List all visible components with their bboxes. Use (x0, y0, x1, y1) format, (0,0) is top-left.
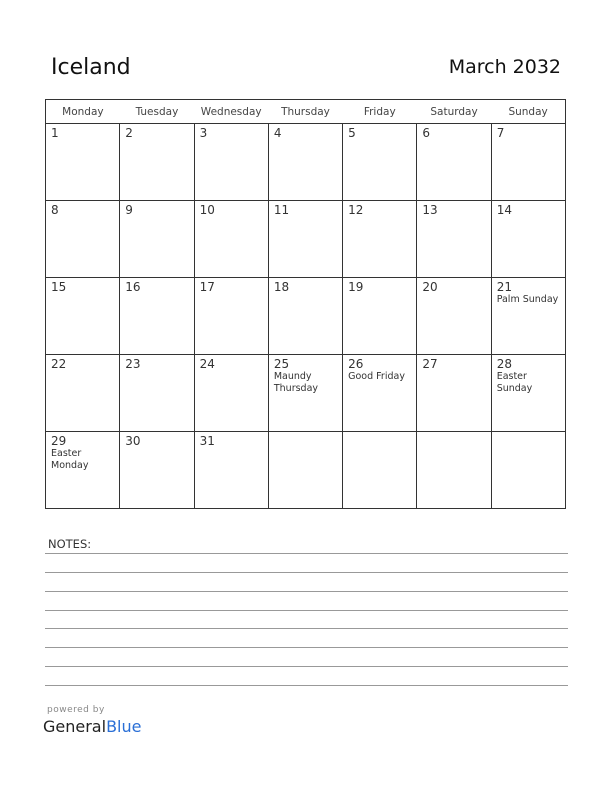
day-number: 25 (273, 357, 290, 371)
holiday-label: Good Friday (348, 371, 405, 382)
notes-label: NOTES: (48, 537, 92, 551)
day-number: 13 (422, 203, 438, 217)
day-number: 26 (348, 357, 364, 371)
day-number: 19 (348, 280, 364, 294)
day-number: 9 (125, 203, 133, 217)
week-row (46, 355, 566, 432)
weekday-wednesday: Wednesday (194, 100, 268, 124)
generalblue-logo[interactable] (43, 717, 141, 736)
note-line (45, 610, 568, 611)
day-cell (491, 432, 565, 509)
day-cell (268, 355, 342, 432)
weekday-sunday: Sunday (491, 100, 565, 124)
week-row (46, 278, 566, 355)
weekday-monday: Monday (46, 100, 120, 124)
day-number: 30 (125, 434, 141, 448)
day-number: 8 (51, 203, 59, 217)
day-number: 12 (348, 203, 364, 217)
month-title: March 2032 (448, 56, 561, 78)
holiday-label: Easter Sunday (496, 371, 533, 394)
country-title: Iceland (51, 55, 131, 80)
day-cell (194, 432, 268, 509)
note-line (45, 572, 568, 573)
day-cell (194, 201, 268, 278)
day-number: 15 (51, 280, 67, 294)
note-line (45, 553, 568, 554)
weekday-tuesday: Tuesday (120, 100, 194, 124)
brand-blue-text: Blue (106, 717, 142, 736)
day-cell (343, 201, 417, 278)
day-cell (343, 124, 417, 201)
day-cell (194, 124, 268, 201)
holiday-label: Easter Monday (51, 448, 89, 471)
day-cell (46, 432, 120, 509)
day-number: 27 (422, 357, 438, 371)
day-number: 17 (199, 280, 215, 294)
day-cell (491, 201, 565, 278)
calendar-body (46, 124, 566, 509)
calendar-grid (45, 99, 566, 509)
week-row (46, 124, 566, 201)
day-cell (491, 355, 565, 432)
day-number: 4 (273, 126, 282, 140)
weekday-thursday: Thursday (268, 100, 342, 124)
day-number: 22 (51, 357, 67, 371)
note-line (45, 591, 568, 592)
day-number: 6 (422, 126, 431, 140)
weekday-saturday: Saturday (417, 100, 491, 124)
day-cell (120, 124, 194, 201)
day-cell (491, 278, 565, 355)
holiday-label: Maundy Thursday (273, 371, 319, 394)
day-number: 3 (199, 126, 208, 140)
day-cell (417, 124, 491, 201)
day-cell (46, 355, 120, 432)
holiday-label: Palm Sunday (496, 294, 559, 305)
day-cell (417, 355, 491, 432)
day-number: 11 (273, 203, 290, 217)
day-number: 20 (422, 280, 438, 294)
day-number: 28 (496, 357, 512, 371)
day-number: 23 (125, 357, 141, 371)
day-cell (268, 201, 342, 278)
powered-by-text: powered by (47, 705, 105, 715)
weekday-header-row (46, 100, 566, 124)
weekday-friday: Friday (343, 100, 417, 124)
day-number: 10 (199, 203, 215, 217)
day-number: 21 (496, 280, 512, 294)
day-cell (120, 432, 194, 509)
note-line (45, 685, 568, 686)
note-line (45, 628, 568, 629)
day-number: 7 (496, 126, 505, 140)
day-cell (343, 278, 417, 355)
day-cell (343, 355, 417, 432)
day-cell (268, 124, 342, 201)
day-cell (343, 432, 417, 509)
brand-general-text: General (43, 717, 107, 736)
day-cell (46, 278, 120, 355)
day-cell (417, 278, 491, 355)
day-cell (120, 355, 194, 432)
note-line (45, 647, 568, 648)
day-cell (417, 201, 491, 278)
day-cell (120, 201, 194, 278)
day-number: 24 (199, 357, 215, 371)
day-number: 2 (125, 126, 133, 140)
day-number: 1 (51, 126, 59, 140)
day-cell (268, 278, 342, 355)
day-cell (491, 124, 565, 201)
day-cell (268, 432, 342, 509)
day-number: 16 (125, 280, 141, 294)
day-cell (194, 278, 268, 355)
note-line (45, 666, 568, 667)
day-number: 29 (51, 434, 67, 448)
day-number: 5 (348, 126, 356, 140)
day-cell (417, 432, 491, 509)
week-row (46, 432, 566, 509)
week-row (46, 201, 566, 278)
day-number: 18 (273, 280, 290, 294)
day-number: 14 (496, 203, 512, 217)
day-cell (194, 355, 268, 432)
day-cell (120, 278, 194, 355)
day-number: 31 (199, 434, 215, 448)
day-cell (46, 201, 120, 278)
day-cell (46, 124, 120, 201)
